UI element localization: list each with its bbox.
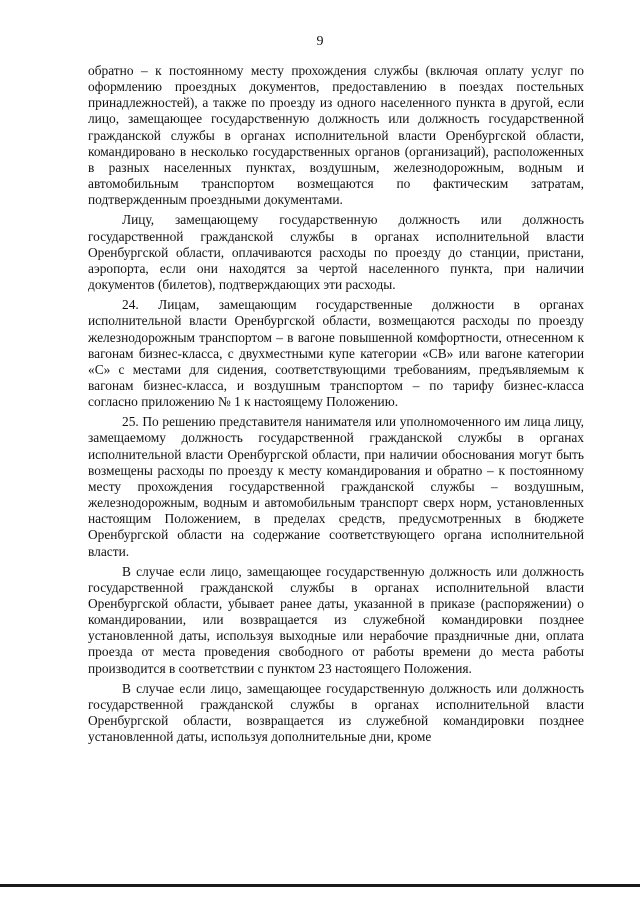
paragraph-late-return: В случае если лицо, замещающее государственную должность или должность государственной гражданской службы в органах исполнительной власти Оренбургской области, возвращается из служебной командировки позднее установленной даты, используя дополнительные дни, кроме — [88, 680, 584, 745]
page-number: 9 — [316, 34, 324, 49]
paragraph-early-departure: В случае если лицо, замещающее государственную должность или должность государственной гражданской службы в органах исполнительной власти Оренбургской области, убывает ранее даты, указанной в приказе (распоряжении) о командировании, или возвращается из служебной командировки позднее установленной даты, используя выходные или нерабочие праздничные дни, оплата проезда от места проведения свободного от работы времени до места работы производится в соответствии с пунктом 23 настоящего Положения. — [88, 563, 584, 676]
document-body — [88, 63, 584, 749]
paragraph-travel-to-station: Лицу, замещающему государственную должность или должность государственной гражданской службы в органах исполнительной власти Оренбургской области, оплачиваются расходы по проезду до станции, пристани, аэропорта, если они находятся за чертой населенного пункта, при наличии документов (билетов), подтверждающих эти расходы. — [88, 212, 584, 293]
paragraph-item-25: 25. По решению представителя нанимателя или уполномоченного им лица лицу, замещаемому должность государственной гражданской службы в органах исполнительной власти Оренбургской области, при наличии обоснования могут быть возмещены расходы по проезду к месту командирования и обратно – к постоянному месту прохождения государственной гражданской службы – воздушным, железнодорожным, водным и автомобильным транспорт сверх норм, установленных настоящим Положением, в пределах средств, предусмотренных в бюджете Оренбургской области на содержание соответствующего органа исполнительной власти. — [88, 414, 584, 559]
paragraph-continuation: обратно – к постоянному месту прохождения службы (включая оплату услуг по оформлению проездных документов, предоставлению в поездах постельных принадлежностей), а также по проезду из одного населенного пункта в другой, если лицо, замещающее государственную должность или должность государственной гражданской службы в органах исполнительной власти Оренбургской области, командировано в несколько государственных органов (организаций), расположенных в разных населенных пунктах, воздушным, железнодорожным, водным и автомобильным транспортом возмещаются по фактическим затратам, подтвержденным проездными документами. — [88, 63, 584, 208]
page-bottom-rule — [0, 884, 640, 887]
paragraph-item-24: 24. Лицам, замещающим государственные должности в органах исполнительной власти Оренбургской области, возмещаются расходы по проезду железнодорожным транспортом – в вагоне повышенной комфортности, отнесенном к вагонам бизнес-класса, с двухместными купе категории «СВ» или вагоне категории «С» с местами для сидения, соответствующими требованиям, предъявляемым к вагонам бизнес-класса, и воздушным транспортом – по тарифу бизнес-класса согласно приложению № 1 к настоящему Положению. — [88, 297, 584, 410]
